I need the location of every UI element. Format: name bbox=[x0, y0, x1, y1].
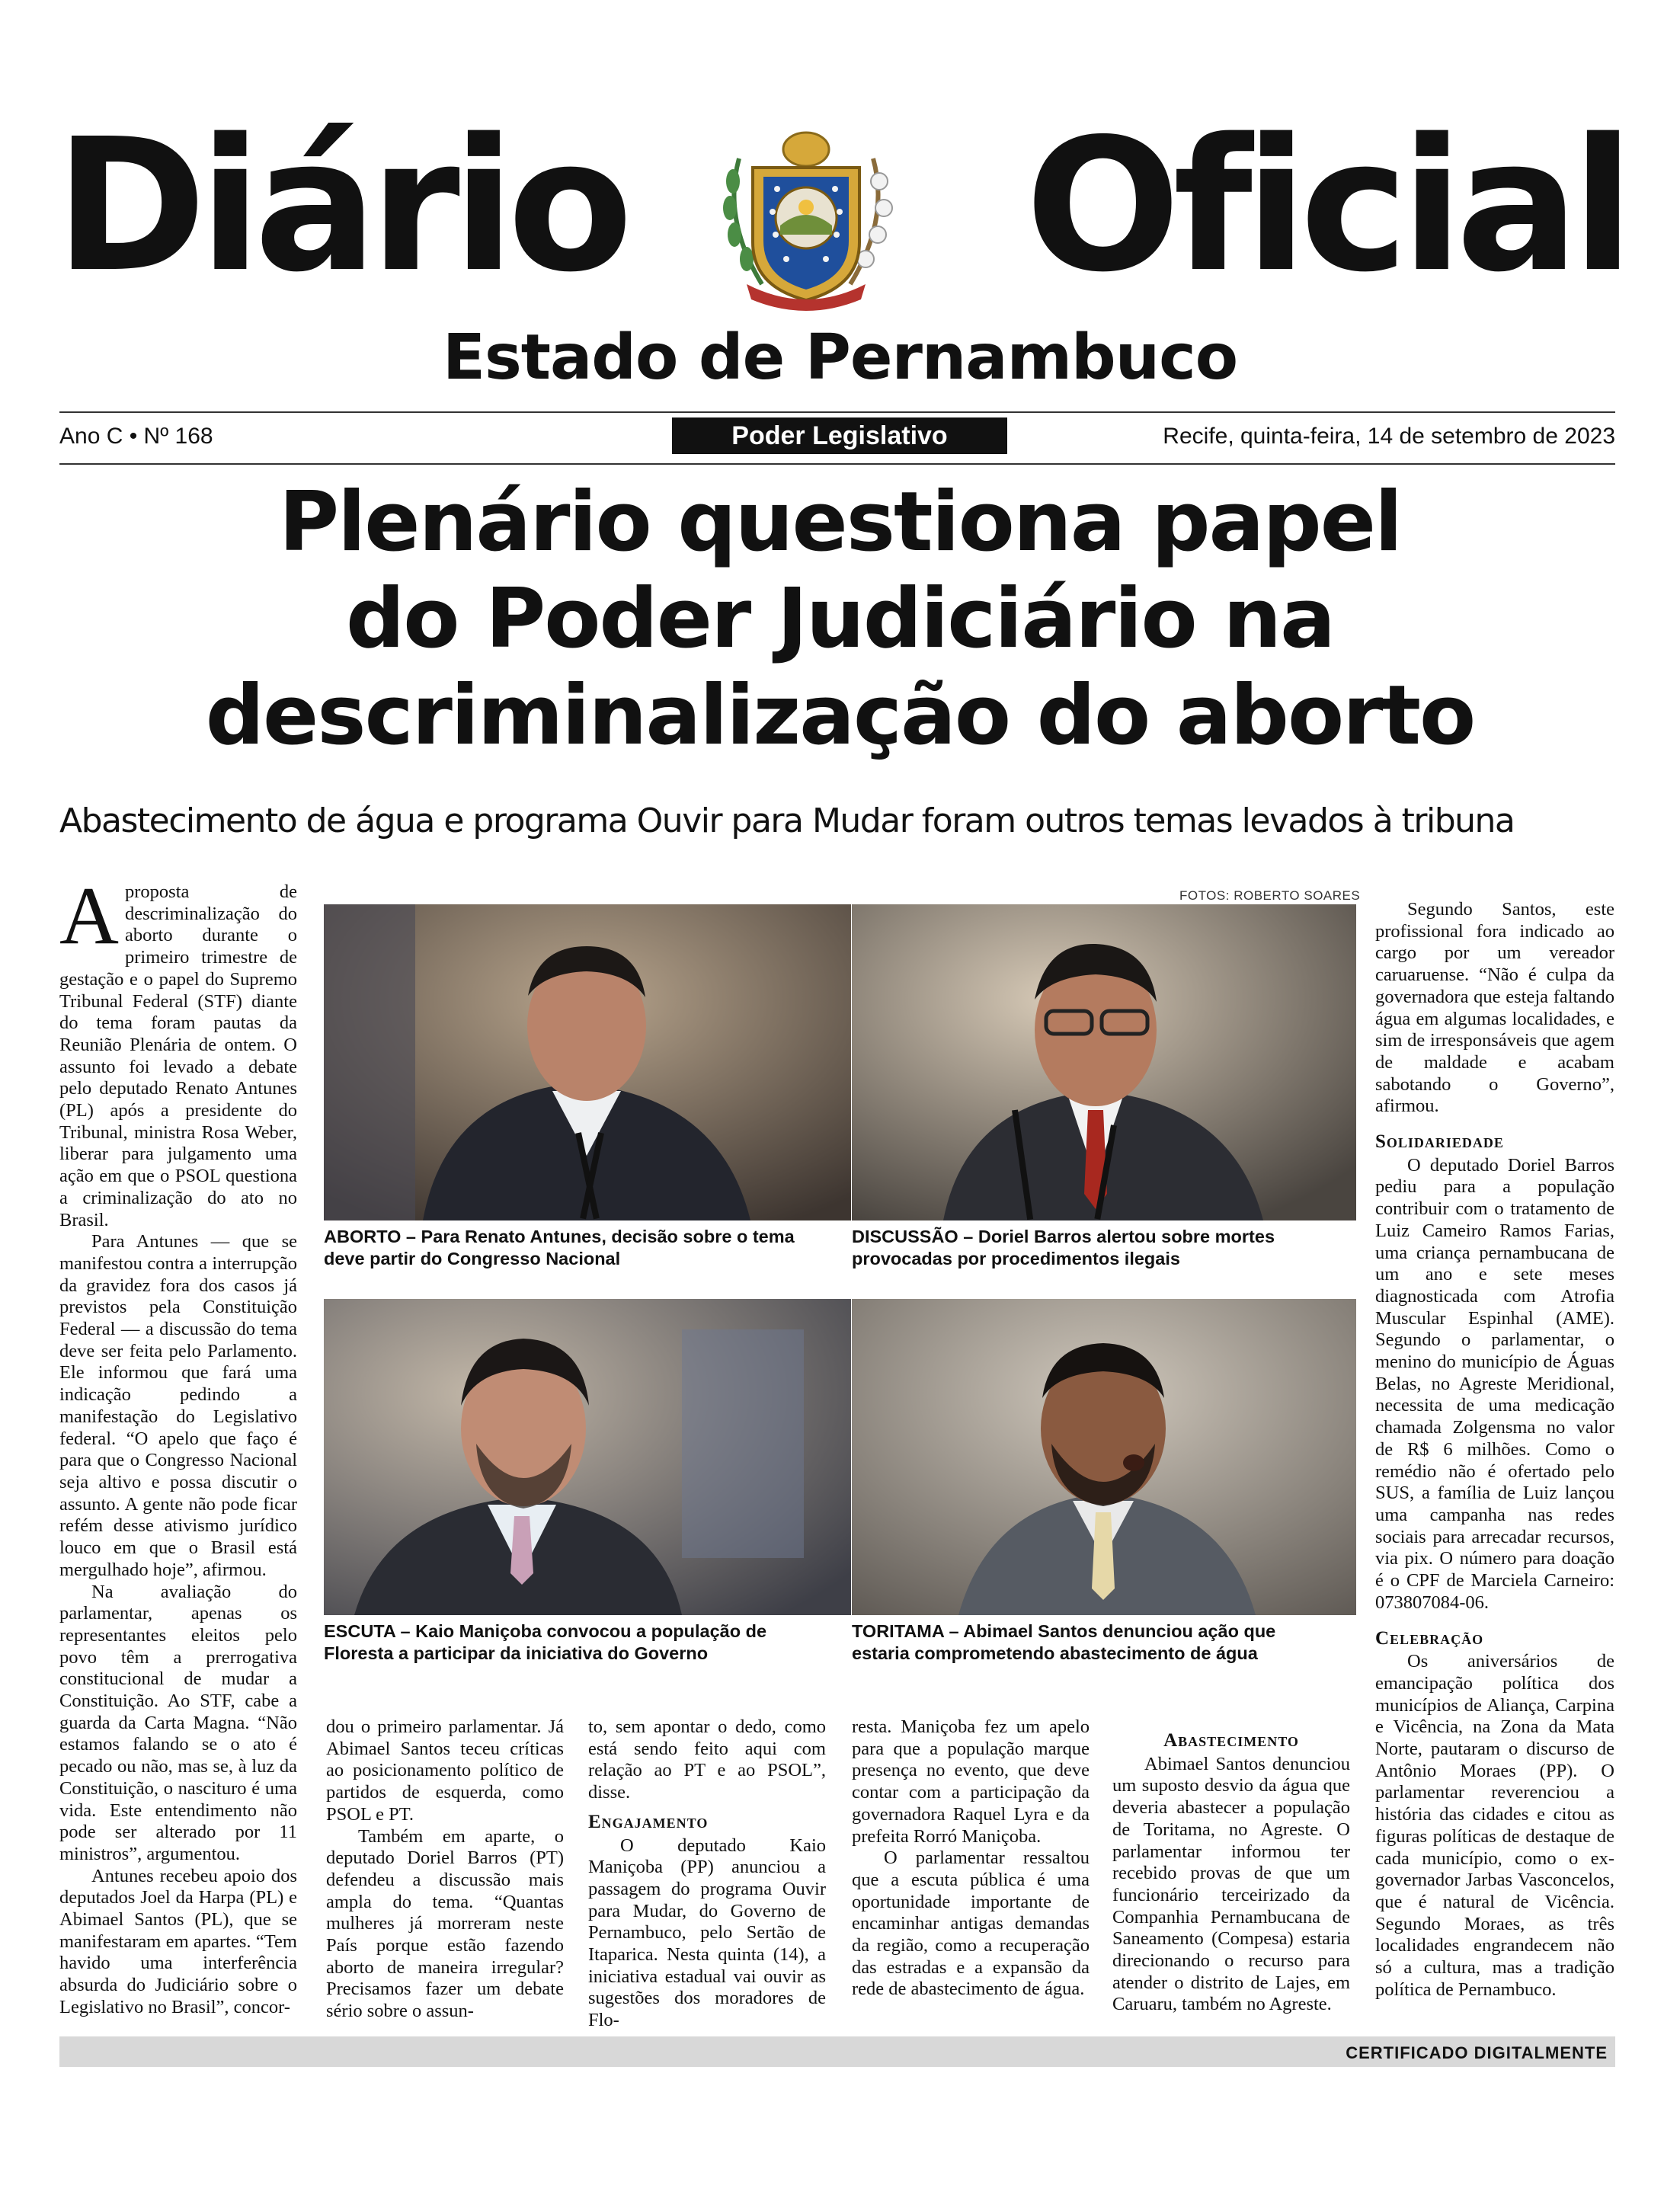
section-heading-celebracao: Celebração bbox=[1375, 1627, 1484, 1649]
headline-line-2: do Poder Judiciário na bbox=[345, 571, 1335, 667]
section-heading-abastecimento: Abastecimento bbox=[1163, 1730, 1299, 1751]
masthead-title-right: Oficial bbox=[1025, 99, 1627, 312]
article-paragraph: O parlamentar ressaltou que a escuta pública é uma oportunidade importante de encaminhar antigas demandas da região, como a recuperação das estradas e a expansão da rede de abastecimento de água. bbox=[852, 1847, 1090, 2000]
issue-number: Ano C • Nº 168 bbox=[59, 424, 213, 449]
caption-renato-antunes: ABORTO – Para Renato Antunes, decisão sobre o tema deve partir do Congresso Nacional bbox=[324, 1227, 795, 1268]
article-paragraph: O deputado Kaio Maniçoba (PP) anunciou a passagem do programa Ouvir para Mudar, do Governo de Pernambuco, pelo Sertão de Itaparica. Nesta quinta (14), a iniciativa estadual vai ouvir as sugestões dos moradores de Flo- bbox=[588, 1835, 826, 2031]
article-paragraph: to, sem apontar o dedo, como está sendo feito aqui com relação ao PT e ao PSOL”, disse. bbox=[588, 1716, 826, 1803]
article-paragraph: Aproposta de descriminalização do aborto durante o primeiro trimestre de gestação e o papel do Supremo Tribunal Federal (STF) diante do tema foram pautas da Reunião Plenária de ontem. O assunto foi levado a debate pelo deputado Renato Antunes (PL) após a presidente do Tribunal, ministra Rosa Weber, liberar para julgamento uma ação em que o PSOL questiona a criminalização do ato no Brasil. bbox=[59, 871, 297, 1230]
headline-line-3: descriminalização do aborto bbox=[205, 668, 1475, 763]
photo-abimael-santos bbox=[852, 1299, 1356, 1615]
article-paragraph: Os aniversários de emancipação política dos municípios de Aliança, Carpina e Vicência, na Zona da Mata Norte, pautaram o discurso de Antônio Moraes (PP). O parlamentar reverenciou a história das cidades e citou as figuras políticas de destaque de cada município, como o ex-governador Jarbas Vasconcelos, que é natural de Vicência. Segundo Moraes, as três localidades engrandecem não só a cultura, mas a tradição política de Pernambuco. bbox=[1375, 1651, 1614, 2000]
photo-renato-antunes bbox=[324, 904, 851, 1220]
section-badge: Poder Legislativo bbox=[672, 417, 1007, 454]
article-paragraph: Segundo Santos, este profissional fora indicado ao cargo por um vereador caruaruense. “Não é culpa da governadora que esteja faltando água em algumas localidades, e sim de irresponsáveis que agem de maldade e acabam sabotando o Governo”, afirmou. bbox=[1375, 899, 1614, 1117]
article-column-4 bbox=[852, 1716, 1090, 2001]
caption-kaio-manicoba: ESCUTA – Kaio Maniçoba convocou a população de Floresta a participar da iniciativa do Governo bbox=[324, 1621, 767, 1663]
article-paragraph: dou o primeiro parlamentar. Já Abimael Santos teceu críticas ao posicionamento político de partidos de esquerda, como PSOL e PT. bbox=[326, 1716, 564, 1825]
article-column-2 bbox=[326, 1716, 564, 2023]
caption-doriel-barros: DISCUSSÃO – Doriel Barros alertou sobre mortes provocadas por procedimentos ilegais bbox=[852, 1227, 1275, 1268]
digital-certificate-label: CERTIFICADO DIGITALMENTE bbox=[1346, 2043, 1608, 2062]
article-paragraph: O deputado Doriel Barros pediu para a população contribuir com o tratamento de Luiz Cameiro Ramos Farias, uma criança pernambucana de um ano e sete meses diagnosticada com Atrofia Muscular Espinhal (AME). Segundo o parlamentar, o menino do município de Águas Belas, no Agreste Meridional, necessita de uma medicação chamada Zolgensma no valor de R$ 6 milhões. Como o remédio não é ofertado pelo SUS, a família de Luiz lançou uma campanha nas redes sociais para arrecadar recursos, via pix. O número para doação é o CPF de Marciela Carneiro: 073807084-06. bbox=[1375, 1154, 1614, 1613]
dropcap: A bbox=[59, 871, 119, 961]
top-rule bbox=[59, 411, 1615, 413]
headline bbox=[46, 474, 1634, 764]
article-paragraph: Abimael Santos denunciou um suposto desvio da água que deveria abastecer a população de Toritama, no Agreste. O parlamentar informou ter recebido provas de que um funcionário terceirizado da Companhia Pernambucana de Saneamento (Compesa) estaria direcionando o recurso para atender o distrito de Lajes, em Caruaru, também no Agreste. bbox=[1112, 1753, 1350, 2015]
subheadline: Abastecimento de água e programa Ouvir para Mudar foram outros temas levados à tribuna bbox=[59, 801, 1515, 840]
masthead-title-left: Diário bbox=[55, 99, 626, 312]
photo-doriel-barros bbox=[852, 904, 1356, 1220]
dateline: Recife, quinta-feira, 14 de setembro de 2023 bbox=[1163, 424, 1615, 449]
section-heading-engajamento: Engajamento bbox=[588, 1811, 709, 1832]
article-column-5 bbox=[1112, 1716, 1350, 2016]
headline-line-1: Plenário questiona papel bbox=[279, 475, 1401, 570]
article-paragraph: Também em aparte, o deputado Doriel Barros (PT) defendeu a discussão mais ampla do tema. “Quantas mulheres já morreram neste País porque estão fazendo aborto de maneira irregular? Precisamos fazer um debate sério sobre o assun- bbox=[326, 1825, 564, 2022]
masthead-subtitle: Estado de Pernambuco bbox=[442, 322, 1238, 394]
article-column-3 bbox=[588, 1716, 826, 2032]
article-column-6 bbox=[1375, 899, 1614, 2001]
article-paragraph: resta. Maniçoba fez um apelo para que a população marque presença no evento, que deve contar com a participação da governadora Raquel Lyra e da prefeita Rorró Maniçoba. bbox=[852, 1716, 1090, 1847]
section-heading-solidariedade: Solidariedade bbox=[1375, 1131, 1504, 1153]
pernambuco-coat-of-arms-icon bbox=[716, 128, 896, 311]
photo-credit: FOTOS: ROBERTO SOARES bbox=[1179, 888, 1361, 903]
article-paragraph: Antunes recebeu apoio dos deputados Joel da Harpa (PL) e Abimael Santos (PL), que se manifestaram em apartes. “Tem havido uma interferência absurda do Judiciário sobre o Legislativo no Brasil”, concor- bbox=[59, 1865, 297, 2017]
article-paragraph: Na avaliação do parlamentar, apenas os representantes eleitos pelo povo têm a prerrogativa constitucional de mudar a Constituição. Ao STF, cabe a guarda da Carta Magna. “Não estamos falando se o ato é pecado ou não, mas se, à luz da Constituição, o nascituro é uma vida. Este entendimento não pode ser alterado por 11 ministros”, argumentou. bbox=[59, 1581, 297, 1864]
article-paragraph: Para Antunes — que se manifestou contra a interrupção da gravidez fora dos casos já previstos pela Constituição Federal — a discussão do tema deve ser feita pelo Parlamento. Ele informou que fará uma indicação pedindo a manifestação do Legislativo federal. “O apelo que faço é para que o Congresso Nacional seja altivo e possa discutir o assunto. A gente não pode ficar refém desse ativismo jurídico louco em que o Brasil está mergulhado hoje”, afirmou. bbox=[59, 1231, 297, 1580]
photo-kaio-manicoba bbox=[324, 1299, 851, 1615]
caption-abimael-santos: TORITAMA – Abimael Santos denunciou ação que estaria comprometendo abastecimento de água bbox=[852, 1621, 1276, 1663]
bottom-rule bbox=[59, 463, 1615, 465]
article-column-1 bbox=[59, 871, 297, 2019]
